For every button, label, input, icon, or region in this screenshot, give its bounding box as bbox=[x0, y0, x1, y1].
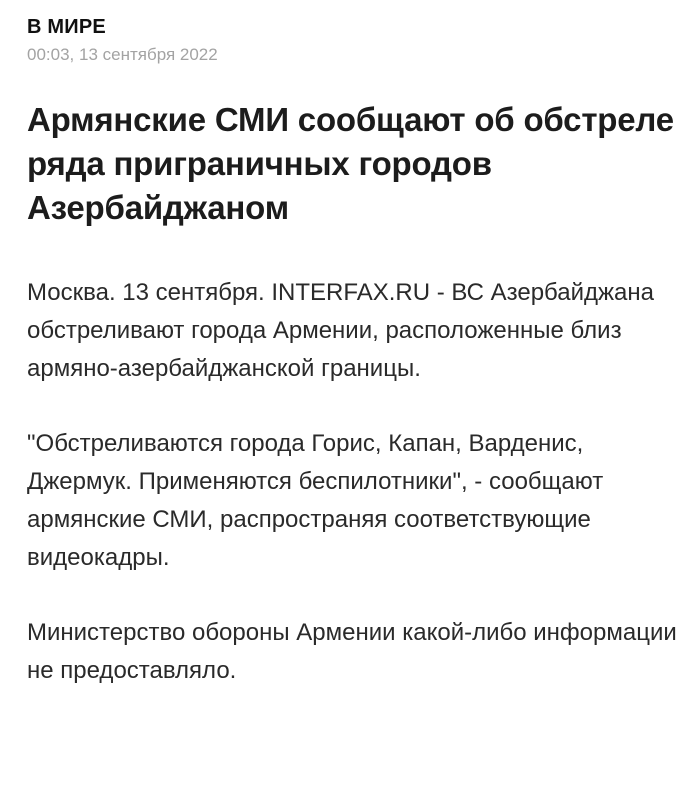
article-paragraph: "Обстреливаются города Горис, Капан, Варденис, Джермук. Применяются беспилотники", - сообщают армянские СМИ, распространяя соответствующие видеокадры. bbox=[27, 430, 604, 571]
publish-timestamp: 00:03, 13 сентября 2022 bbox=[27, 45, 218, 64]
section-link[interactable]: В МИРЕ bbox=[27, 16, 106, 38]
news-article bbox=[27, 14, 677, 690]
article-headline: Армянские СМИ сообщают об обстреле ряда приграничных городов Азербайджаном bbox=[27, 101, 674, 226]
article-body bbox=[27, 274, 677, 690]
article-paragraph: Министерство обороны Армении какой-либо информации не предоставляло. bbox=[27, 619, 677, 684]
article-paragraph: Москва. 13 сентября. INTERFAX.RU - ВС Азербайджана обстреливают города Армении, расположенные близ армяно-азербайджанской границы. bbox=[27, 279, 654, 382]
